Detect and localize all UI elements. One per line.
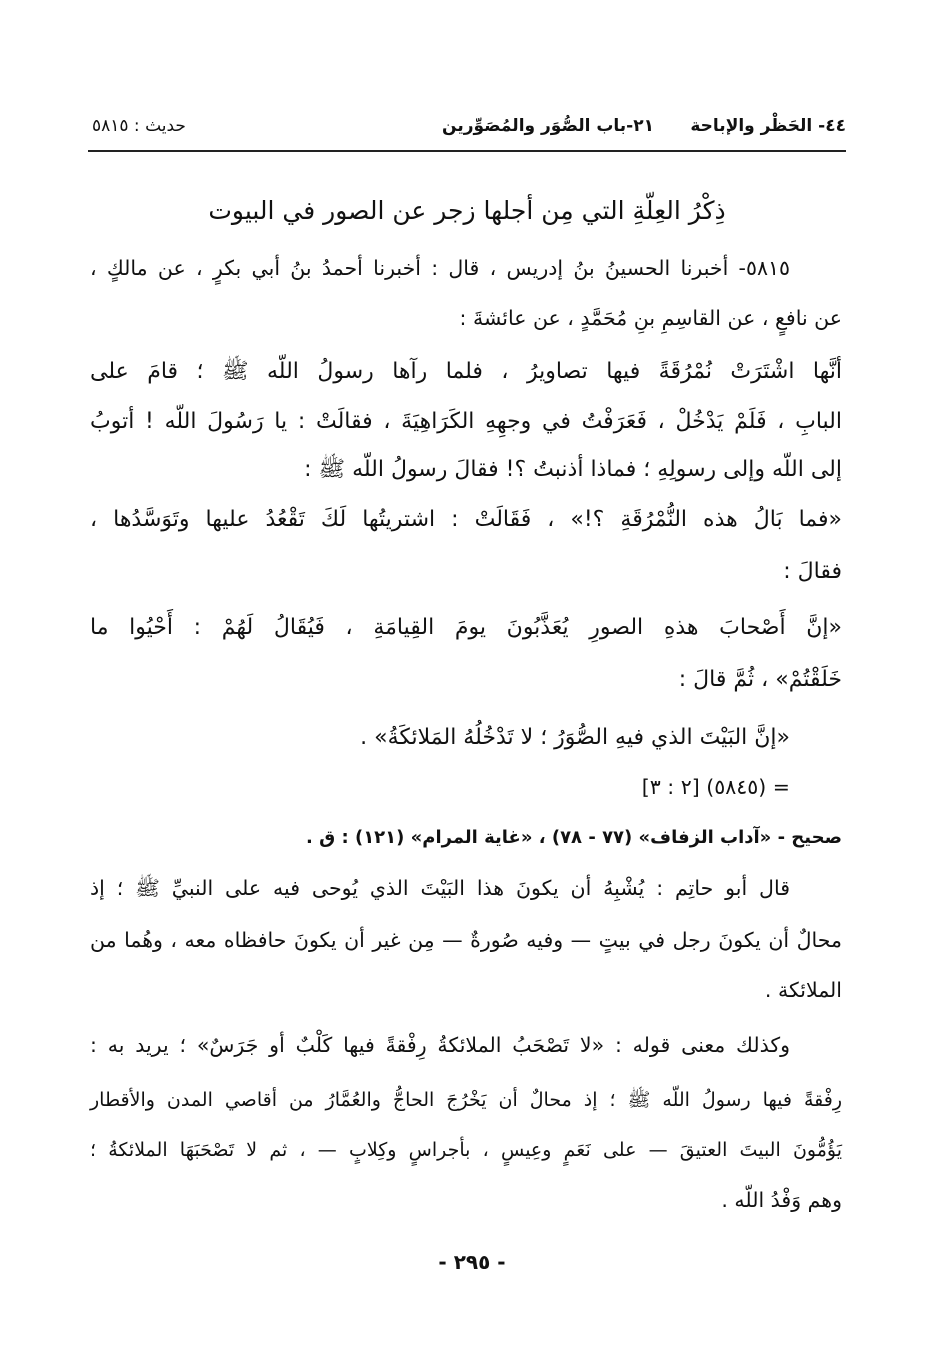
- text-line: «إنَّ البَيْتَ الذي فيهِ الصُّوَرُ ؛ لا تَدْخُلُهُ المَلائكَةُ» .: [360, 725, 790, 750]
- text-line: وكذلك معنى قوله : «لا تَصْحَبُ الملائكةُ رِفْقةً فيها كَلْبٌ أو جَرَسٌ» ؛ يريد به :: [90, 1033, 790, 1057]
- text-line: «فما بَالُ هذه النُّمْرُقَةِ ؟!» ، فَقَالَتْ : اشتريتُها لَكَ تَقْعُدُ عليها وتَوَسَّدُها ،: [90, 507, 842, 532]
- text-line: فقالَ :: [783, 559, 842, 584]
- grading-line: صحيح - «آداب الزفاف» (٧٧ - ٧٨) ، «غاية المرام» (١٢١) : ق .: [306, 827, 842, 848]
- text-line: وهم وَفْدُ اللّه .: [721, 1188, 842, 1212]
- text-line: ٥٨١٥- أخبرنا الحسينُ بنُ إدريس ، قال : أخبرنا أحمدُ بنُ أبي بكرٍ ، عن مالكٍ ،: [90, 256, 790, 280]
- page-number: - ٢٩٥ -: [438, 1250, 506, 1274]
- text-line: محالٌ أن يكونَ رجل في بيتٍ — وفيه صُورةٌ — مِن غير أن يكونَ حافظاه معه ، وهُما من: [90, 928, 842, 952]
- text-line: خَلَقْتُمْ» ، ثُمَّ قالَ :: [678, 667, 842, 692]
- header-rule: [88, 150, 846, 152]
- text-line: عن نافعٍ ، عن القاسِمِ بنِ مُحَمَّدٍ ، عن عائشةَ :: [459, 306, 842, 330]
- text-line: قال أبو حاتِم : يُشْبِهُ أن يكونَ هذا البَيْتَ الذي يُوحى فيه على النبيِّ ﷺ ؛ إذ: [90, 876, 790, 900]
- text-line: إلى اللّه وإلى رسولِهِ ؛ فماذا أذنبتُ ؟! فقالَ رسولُ اللّه ﷺ :: [304, 457, 842, 482]
- text-line: يَؤُمُّونَ البيتَ العتيقَ — على نَعَمٍ وعِيسٍ ، بأجراسٍ وكِلابٍ — ، ثم لا تَصْحَبَهَا الملائكةُ ؛: [90, 1139, 842, 1161]
- text-line: «إنَّ أَصْحابَ هذهِ الصورِ يُعَذَّبُونَ يومَ القِيامَةِ ، فَيُقَالُ لَهُمْ : أَحْيُوا ما: [90, 615, 842, 640]
- cross-reference: = (٥٨٤٥) [٢ : ٣]: [641, 775, 790, 799]
- header-hadith-ref: حديث : ٥٨١٥: [92, 116, 186, 136]
- section-title: ذِكْرُ العِلّةِ التي مِن أجلها زجر عن الصور في البيوت: [208, 196, 726, 225]
- header-book: ٤٤- الحَظْر والإباحة: [690, 116, 846, 136]
- text-line: الملائكة .: [764, 978, 842, 1002]
- text-line: أنَّها اشْتَرَتْ نُمْرُقَةً فيها تصاويرُ ، فلما رآها رسولُ اللّه ﷺ ؛ قامَ على: [90, 359, 842, 384]
- header-chapter: ٢١-باب الصُّوَر والمُصَوِّرين: [442, 116, 654, 136]
- text-line: البابِ ، فَلَمْ يَدْخُلْ ، فَعَرَفْتُ في وجهِهِ الكَرَاهِيَةَ ، فقالَتْ : يا رَسُولَ اللّه ! أتوبُ: [90, 409, 842, 434]
- text-line: رِفْقةً فيها رسولُ اللّه ﷺ ؛ إذ محالٌ أن يَخْرُجَ الحاجُّ والعُمَّارُ من أقاصي المدن والأقطار: [90, 1089, 842, 1111]
